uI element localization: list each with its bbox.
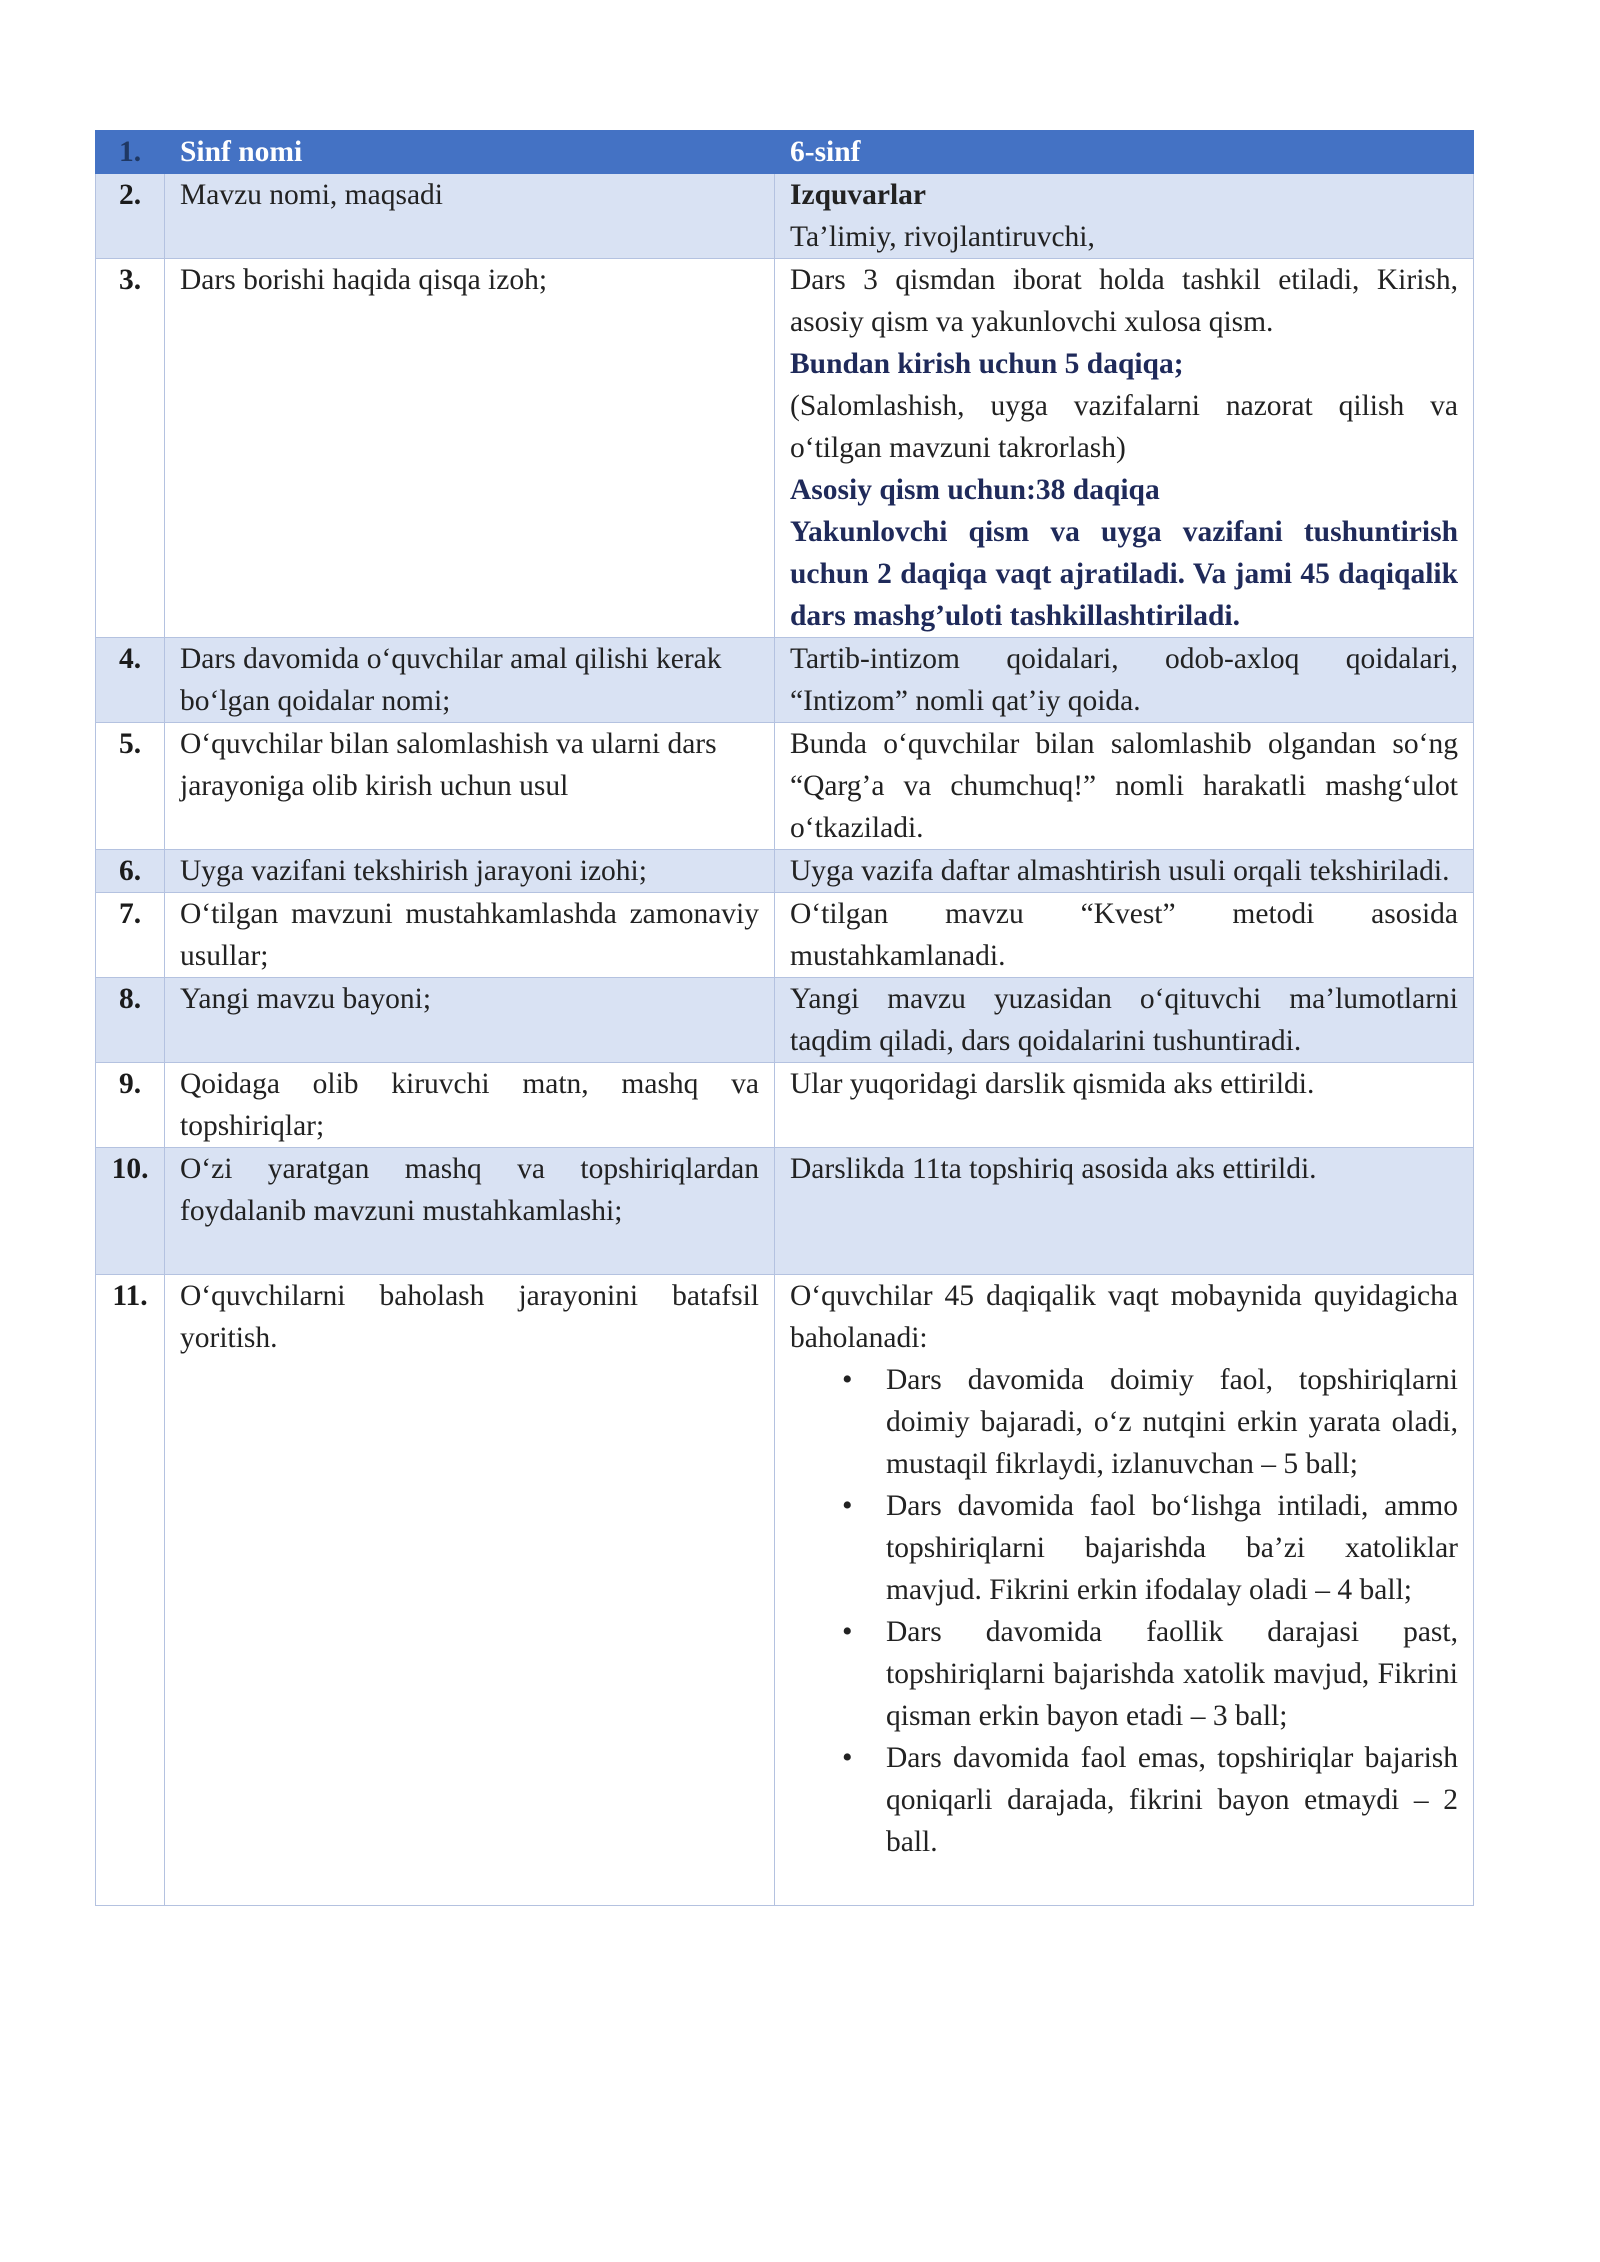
table-row (96, 1148, 1474, 1275)
row-label: Uyga vazifani tekshirish jarayoni izohi; (165, 850, 775, 893)
row-number: 7. (96, 893, 165, 978)
lesson-plan-table (95, 130, 1474, 1906)
row-value: Darslikda 11ta topshiriq asosida aks ettirildi. (775, 1148, 1474, 1275)
assessment-intro: O‘quvchilar 45 daqiqalik vaqt mobaynida quyidagicha baholanadi: (790, 1280, 1458, 1354)
topic-title: Izquvarlar (790, 179, 927, 211)
row-label: Yangi mavzu bayoni; (165, 978, 775, 1063)
row-number: 11. (96, 1275, 165, 1906)
row-number: 4. (96, 638, 165, 723)
row-number: 3. (96, 259, 165, 638)
row-value: Uyga vazifa daftar almashtirish usuli orqali tekshiriladi. (775, 850, 1474, 893)
table-row (96, 1063, 1474, 1148)
row-number: 10. (96, 1148, 165, 1275)
table-row (96, 131, 1474, 174)
row-label: Qoidaga olib kiruvchi matn, mashq va topshiriqlar; (165, 1063, 775, 1148)
row-number: 8. (96, 978, 165, 1063)
row-label: O‘quvchilar bilan salomlashish va ularni dars jarayoniga olib kirish uchun usul (165, 723, 775, 850)
row-label: O‘quvchilarni baholash jarayonini batafsil yoritish. (165, 1275, 775, 1906)
row-value-cell (775, 259, 1474, 638)
row-value: Ta’limiy, rivojlantiruvchi, (790, 221, 1095, 253)
table-row (96, 850, 1474, 893)
row-number: 1. (96, 131, 165, 174)
list-item: • Dars davomida faollik darajasi past, topshiriqlarni bajarishda xatolik mavjud, Fikrini qisman erkin bayon etadi – 3 ball; (886, 1611, 1458, 1737)
row-label: Dars borishi haqida qisqa izoh; (165, 259, 775, 638)
row-value: O‘tilgan mavzu “Kvest” metodi asosida mustahkamlanadi. (775, 893, 1474, 978)
table-row (96, 978, 1474, 1063)
cell-spacer (790, 1863, 1458, 1905)
row-value: 6-sinf (775, 131, 1474, 174)
table-row (96, 638, 1474, 723)
list-item: • Dars davomida faol bo‘lishga intiladi, ammo topshiriqlarni bajarishda ba’zi xatoliklar mavjud. Fikrini erkin ifodalay oladi – 4 ball; (886, 1485, 1458, 1611)
main-part-duration: Asosiy qism uchun:38 daqiqa (790, 474, 1160, 506)
row-value-cell (775, 174, 1474, 259)
table-row (96, 893, 1474, 978)
list-item: • Dars davomida doimiy faol, topshiriqlarni doimiy bajaradi, o‘z nutqini erkin yarata oladi, mustaqil fikrlaydi, izlanuvchan – 5 ball; (886, 1359, 1458, 1485)
table-row (96, 174, 1474, 259)
lesson-structure-text: Dars 3 qismdan iborat holda tashkil etiladi, Kirish, asosiy qism va yakunlovchi xulosa qism. (790, 264, 1458, 338)
row-label: Sinf nomi (165, 131, 775, 174)
row-label: Dars davomida o‘quvchilar amal qilishi kerak bo‘lgan qoidalar nomi; (165, 638, 775, 723)
row-value-cell (775, 1275, 1474, 1906)
row-number: 6. (96, 850, 165, 893)
row-label: O‘tilgan mavzuni mustahkamlashda zamonaviy usullar; (165, 893, 775, 978)
table-row (96, 723, 1474, 850)
row-label-cell (165, 1148, 775, 1275)
row-number: 9. (96, 1063, 165, 1148)
row-value: Ular yuqoridagi darslik qismida aks ettirildi. (775, 1063, 1474, 1148)
row-label: Mavzu nomi, maqsadi (165, 174, 775, 259)
closing-part-duration: Yakunlovchi qism va uyga vazifani tushuntirish uchun 2 daqiqa vaqt ajratiladi. Va jami 45 daqiqalik dars mashg’uloti tashkillashtiriladi. (790, 516, 1458, 632)
lesson-plan-page (95, 130, 1473, 1906)
intro-duration: Bundan kirish uchun 5 daqiqa; (790, 348, 1184, 380)
row-value: Tartib-intizom qoidalari, odob-axloq qoidalari, “Intizom” nomli qat’iy qoida. (775, 638, 1474, 723)
row-value: Yangi mavzu yuzasidan o‘qituvchi ma’lumotlarni taqdim qiladi, dars qoidalarini tushuntiradi. (775, 978, 1474, 1063)
table-row (96, 1275, 1474, 1906)
assessment-criteria-list (790, 1359, 1458, 1863)
row-number: 2. (96, 174, 165, 259)
cell-spacer (180, 1232, 759, 1274)
row-value: Bunda o‘quvchilar bilan salomlashib olgandan so‘ng “Qarg’a va chumchuq!” nomli harakatli mashg‘ulot o‘tkaziladi. (775, 723, 1474, 850)
list-item: • Dars davomida faol emas, topshiriqlar bajarish qoniqarli darajada, fikrini bayon etmaydi – 2 ball. (886, 1737, 1458, 1863)
table-row (96, 259, 1474, 638)
intro-description: (Salomlashish, uyga vazifalarni nazorat qilish va o‘tilgan mavzuni takrorlash) (790, 390, 1458, 464)
row-label: O‘zi yaratgan mashq va topshiriqlardan foydalanib mavzuni mustahkamlashi; (180, 1153, 759, 1227)
row-number: 5. (96, 723, 165, 850)
